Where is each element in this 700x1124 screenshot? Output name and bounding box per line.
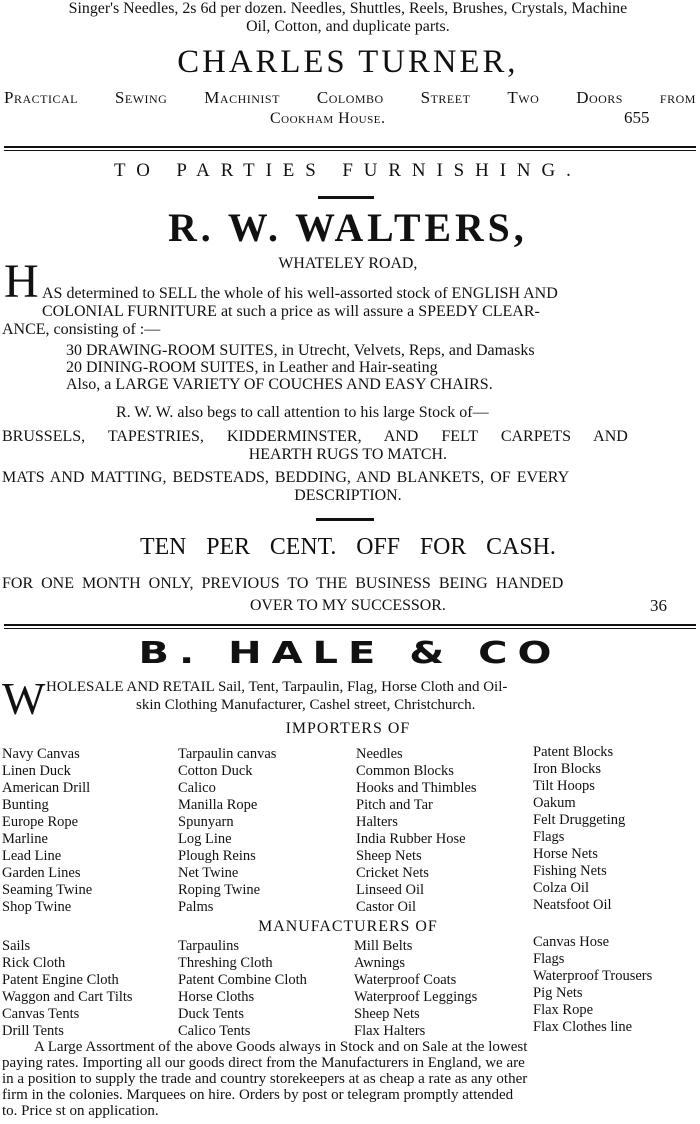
list-item: Sheep Nets <box>354 1006 420 1022</box>
list-item: Horse Nets <box>533 846 598 862</box>
walters-mats-line-1: MATS AND MATTING, BEDSTEADS, BEDDING, AND BLANKETS, OF EVERY <box>2 469 570 486</box>
importers-column-4 <box>533 744 625 914</box>
list-item: Awnings <box>354 955 406 971</box>
list-item: Bunting <box>2 797 49 813</box>
list-item: Pig Nets <box>533 985 583 1001</box>
list-item: Waggon and Cart Tilts <box>2 989 133 1005</box>
list-item: Duck Tents <box>178 1006 244 1022</box>
list-item: Patent Engine Cloth <box>2 972 119 988</box>
list-item: Sheep Nets <box>356 848 422 864</box>
list-item: Needles <box>356 746 403 762</box>
address-word: Machinist <box>204 88 280 107</box>
walters-dropcap: H <box>4 255 39 308</box>
importers-column-1 <box>2 746 92 916</box>
walters-attention: R. W. W. also begs to call attention to his large Stock of— <box>116 404 489 421</box>
list-item: Roping Twine <box>178 882 261 898</box>
list-item: American Drill <box>2 780 91 796</box>
list-item: Linseed Oil <box>356 882 425 898</box>
list-item: Neatsfoot Oil <box>533 897 612 913</box>
hale-closing-line-3: in a position to supply the trade and country storekeepers at as cheap a rate as any other <box>2 1071 528 1087</box>
list-item: Castor Oil <box>356 899 417 915</box>
list-item: Waterproof Leggings <box>354 989 478 1005</box>
manufacturers-heading: MANUFACTURERS OF <box>258 918 438 935</box>
hale-closing-line-2: paying rates. Importing all our goods direct from the Manufacturers in England, we are <box>2 1055 525 1071</box>
list-item: Canvas Hose <box>533 934 610 950</box>
list-item: Colza Oil <box>533 880 589 896</box>
walters-item: 20 DINING-ROOM SUITES, in Leather and Hair-seating <box>66 359 438 376</box>
address-word: Practical <box>4 88 78 107</box>
turner-products-line-2: Oil, Cotton, and duplicate parts. <box>246 18 450 35</box>
address-word: from <box>659 88 696 107</box>
list-item: Canvas Tents <box>2 1006 80 1022</box>
list-item: Horse Cloths <box>178 989 255 1005</box>
list-item: Waterproof Coats <box>354 972 457 988</box>
list-item: Flags <box>533 951 565 967</box>
list-item: Threshing Cloth <box>178 955 273 971</box>
list-item: Marline <box>2 831 48 847</box>
manufacturers-column-2 <box>178 938 307 1040</box>
list-item: Tarpaulin canvas <box>178 746 277 762</box>
short-rule <box>316 518 374 521</box>
walters-heading: TO PARTIES FURNISHING. <box>114 160 582 181</box>
list-item: Garden Lines <box>2 865 81 881</box>
list-item: Flax Clothes line <box>533 1019 633 1035</box>
walters-item: 30 DRAWING-ROOM SUITES, in Utrecht, Velvets, Reps, and Damasks <box>66 342 535 359</box>
short-rule <box>318 196 374 199</box>
walters-carpets-line-2: HEARTH RUGS TO MATCH. <box>248 446 447 463</box>
list-item: Waterproof Trousers <box>533 968 653 984</box>
list-item: Tarpaulins <box>178 938 239 954</box>
hale-intro-line-2: skin Clothing Manufacturer, Cashel street, Christchurch. <box>136 697 476 713</box>
walters-carpets-line-1: BRUSSELS, TAPESTRIES, KIDDERMINSTER, AND FELT CARPETS AND <box>2 428 628 445</box>
list-item: Cricket Nets <box>356 865 429 881</box>
list-item: Felt Druggeting <box>533 812 626 828</box>
address-word: Two <box>507 88 540 107</box>
walters-para-line-2: COLONIAL FURNITURE at such a price as will assure a SPEEDY CLEAR- <box>42 303 540 320</box>
list-item: Palms <box>178 899 214 915</box>
list-item: Tilt Hoops <box>533 778 595 794</box>
list-item: Linen Duck <box>2 763 71 779</box>
list-item: Plough Reins <box>178 848 256 864</box>
list-item: Rick Cloth <box>2 955 66 971</box>
turner-ad-number: 655 <box>624 108 650 127</box>
list-item: Manilla Rope <box>178 797 258 813</box>
importers-heading: IMPORTERS OF <box>285 720 411 737</box>
list-item: Mill Belts <box>354 938 413 954</box>
list-item: Sails <box>2 938 31 954</box>
list-item: Flags <box>533 829 565 845</box>
turner-products-line-1: Singer's Needles, 2s 6d per dozen. Needles, Shuttles, Reels, Brushes, Crystals, Machine <box>68 0 628 17</box>
manufacturers-column-3 <box>354 938 477 1040</box>
importers-column-3 <box>356 746 477 916</box>
address-word: Doors <box>576 88 623 107</box>
list-item: Europe Rope <box>2 814 79 830</box>
list-item: Shop Twine <box>2 899 72 915</box>
address-word: Street <box>420 88 471 107</box>
list-item: Navy Canvas <box>2 746 80 762</box>
walters-para-line-1: AS determined to SELL the whole of his well-assorted stock of ENGLISH AND <box>42 285 558 302</box>
manufacturers-column-4 <box>533 934 652 1036</box>
list-item: Patent Blocks <box>533 744 614 760</box>
walters-item: Also, a LARGE VARIETY OF COUCHES AND EASY CHAIRS. <box>66 376 493 393</box>
list-item: Drill Tents <box>2 1023 64 1039</box>
list-item: Flax Halters <box>354 1023 426 1039</box>
walters-month-line-1: FOR ONE MONTH ONLY, PREVIOUS TO THE BUSINESS BEING HANDED <box>2 575 564 592</box>
list-item: Hooks and Thimbles <box>356 780 477 796</box>
list-item: Iron Blocks <box>533 761 602 777</box>
hale-dropcap: W <box>2 673 46 724</box>
walters-name: R. W. WALTERS, <box>168 205 528 250</box>
address-word: Sewing <box>114 88 168 107</box>
list-item: Seaming Twine <box>2 882 93 898</box>
turner-address-line-1 <box>4 88 696 108</box>
hale-closing-line-4: firm in the colonies. Marquees on hire. Orders by post or telegram promptly attended <box>2 1087 514 1103</box>
divider <box>4 624 696 629</box>
divider <box>4 146 696 151</box>
list-item: Cotton Duck <box>178 763 253 779</box>
manufacturers-column-1 <box>2 938 133 1040</box>
hale-closing-line-1: A Large Assortment of the above Goods always in Stock and on Sale at the lowest <box>34 1039 528 1055</box>
list-item: Patent Combine Cloth <box>178 972 307 988</box>
walters-discount: TEN PER CENT. OFF FOR CASH. <box>140 534 556 560</box>
list-item: India Rubber Hose <box>356 831 466 847</box>
list-item: Net Twine <box>178 865 239 881</box>
address-word: Colombo <box>316 88 384 107</box>
walters-month-line-2: OVER TO MY SUCCESSOR. <box>249 597 446 614</box>
walters-ad-number: 36 <box>650 596 667 615</box>
walters-street: WHATELEY ROAD, <box>278 255 418 272</box>
hale-intro-line-1: HOLESALE AND RETAIL Sail, Tent, Tarpaulin, Flag, Horse Cloth and Oil- <box>46 679 508 695</box>
turner-address-line-2: Cookham House. <box>270 110 386 127</box>
list-item: Common Blocks <box>356 763 454 779</box>
hale-closing-line-5: to. Price st on application. <box>2 1103 159 1119</box>
list-item: Spunyarn <box>178 814 234 830</box>
list-item: Calico Tents <box>178 1023 251 1039</box>
list-item: Halters <box>356 814 398 830</box>
walters-mats-line-2: DESCRIPTION. <box>294 487 402 504</box>
list-item: Oakum <box>533 795 576 811</box>
list-item: Log Line <box>178 831 232 847</box>
walters-para-line-3: ANCE, consisting of :— <box>2 321 161 338</box>
hale-name: B. HALE & CO <box>138 636 562 671</box>
importers-column-2 <box>178 746 276 916</box>
list-item: Pitch and Tar <box>356 797 433 813</box>
list-item: Calico <box>178 780 216 796</box>
list-item: Flax Rope <box>533 1002 594 1018</box>
turner-name: CHARLES TURNER, <box>177 44 519 80</box>
list-item: Lead Line <box>2 848 62 864</box>
list-item: Fishing Nets <box>533 863 607 879</box>
